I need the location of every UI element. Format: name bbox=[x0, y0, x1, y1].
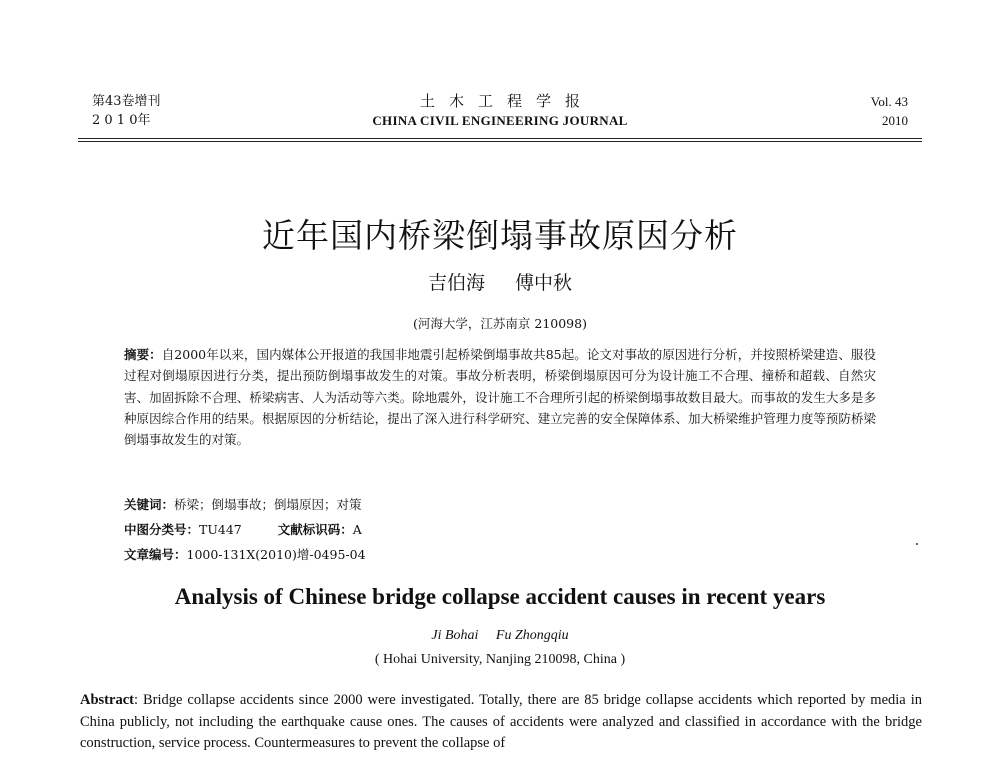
keywords-label: 关键词： bbox=[124, 497, 175, 512]
author-name-en: Fu Zhongqiu bbox=[495, 628, 569, 643]
header-year-cn: 2 0 1 0年 bbox=[92, 113, 151, 128]
doc-code-value: A bbox=[352, 522, 362, 537]
journal-name bbox=[92, 92, 908, 130]
abstract-cn bbox=[124, 344, 876, 450]
classification-line bbox=[124, 521, 362, 539]
article-no-label: 文章编号： bbox=[124, 547, 187, 562]
keywords-text: 桥梁；倒塌事故；倒塌原因；对策 bbox=[174, 497, 362, 512]
paper-title-cn: 近年国内桥梁倒塌事故原因分析 bbox=[262, 216, 738, 255]
abstract-text-cn: 自2000年以来，国内媒体公开报道的我国非地震引起桥梁倒塌事故共85起。论文对事故的原因进行分析，并按照桥梁建造、服役过程对倒塌原因进行分类，提出预防倒塌事故发生的对策。事故分析表明，桥梁倒塌原因可分为设计施工不合理、撞桥和超载、自然灾害、加固拆除不合理、桥梁病害、人为活动等六类。除地震外，设计施工不合理所引起的桥梁倒塌事故数目最大。而事故的发生大多是多种原因综合作用的结果。根据原因的分析结论，提出了深入进行科学研究、建立完善的安全保障体系、加大桥梁维护管理力度等预防桥梁倒塌事故发生的对策。 bbox=[124, 347, 876, 448]
author-name-en: Ji Bohai bbox=[431, 628, 479, 643]
running-header bbox=[92, 92, 908, 132]
keywords-line bbox=[124, 496, 362, 514]
header-rule-bottom bbox=[78, 141, 922, 142]
abstract-label-cn: 摘要： bbox=[124, 347, 162, 362]
clc-value: TU447 bbox=[199, 522, 242, 537]
abstract-label-en: Abstract bbox=[80, 692, 134, 708]
author-name-cn: 吉伯海 bbox=[427, 272, 485, 294]
scan-speck bbox=[916, 543, 918, 545]
affiliation-cn: (河海大学，江苏南京 210098) bbox=[413, 316, 587, 331]
affiliation-en: ( Hohai University, Nanjing 210098, China ) bbox=[374, 652, 626, 667]
author-list-en bbox=[0, 628, 1000, 644]
author-name-cn: 傅中秋 bbox=[515, 272, 573, 294]
journal-name-cn: 土木工程学报 bbox=[419, 92, 594, 110]
header-vol: Vol. 43 bbox=[870, 94, 908, 109]
header-rule-top bbox=[78, 138, 922, 139]
header-volume-en bbox=[871, 92, 908, 130]
journal-name-en: CHINA CIVIL ENGINEERING JOURNAL bbox=[372, 113, 628, 128]
doc-code-label: 文献标识码： bbox=[277, 522, 353, 537]
author-list-cn bbox=[0, 268, 1000, 295]
article-no-value: 1000-131X(2010)增-0495-04 bbox=[186, 547, 366, 562]
abstract-text-en: : Bridge collapse accidents since 2000 were investigated. Totally, there are 85 bridge collapse accidents which reported by media in China publicly, not including the earthquake cause ones. The causes of accidents were analyzed and classified in accordance with the bridge construction, service process. Countermeasures to prevent the collapse of bbox=[80, 692, 922, 751]
clc-label: 中图分类号： bbox=[124, 522, 200, 537]
abstract-en bbox=[80, 690, 922, 755]
header-volume-issue: 第43卷增刊 bbox=[92, 94, 161, 109]
paper-title-en: Analysis of Chinese bridge collapse accident causes in recent years bbox=[174, 584, 826, 609]
article-number-line bbox=[124, 546, 366, 564]
header-year: 2010 bbox=[882, 113, 908, 128]
